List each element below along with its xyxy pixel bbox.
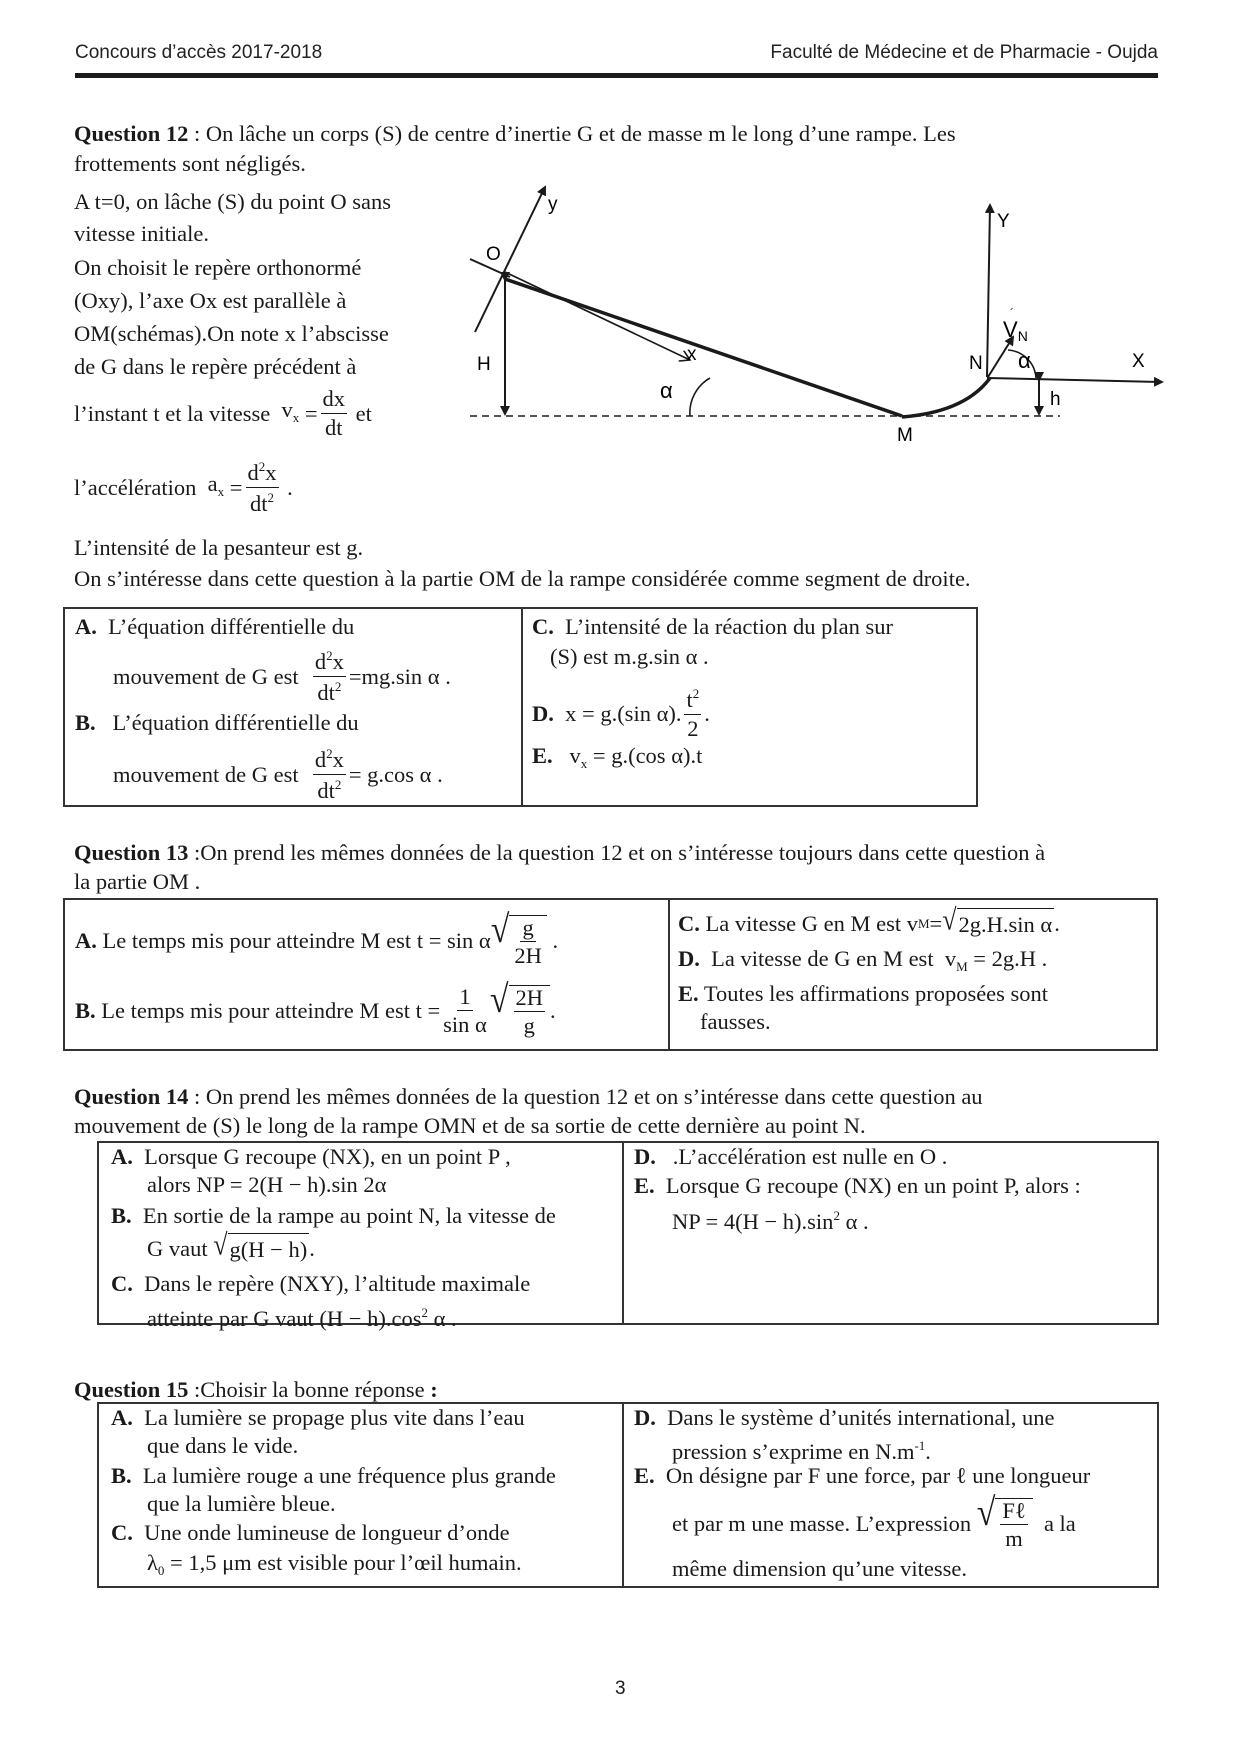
- q12-line: On choisit le repère orthonormé: [74, 255, 362, 280]
- faculty-name: Faculté de Médecine et de Pharmacie - Oujda: [770, 42, 1158, 63]
- q12-line: vitesse initiale.: [74, 221, 209, 246]
- q13-option-A[interactable]: A. Le temps mis pour atteindre M est t = sin α √ $\frac{g}{2H}$ .: [75, 908, 559, 968]
- q14-option-E-line2: NP = $4(H - h).\sin^2$ α .: [672, 1208, 869, 1234]
- q13-option-D[interactable]: D. La vitesse de G en M est $v_M = 2g.H$ .: [678, 946, 1048, 974]
- q12-line: A t=0, on lâche (S) du point O sans: [74, 189, 392, 214]
- q12-column-divider: [521, 609, 523, 805]
- q15-option-C-line2: $\lambda_0 = 1,5$ μm est visible pour l’œil humain.: [147, 1550, 522, 1578]
- q15-option-C[interactable]: C. Une onde lumineuse de longueur d’onde: [111, 1520, 510, 1545]
- label-h: h: [1050, 389, 1061, 410]
- q15-option-B[interactable]: B. La lumière rouge a une fréquence plus grande: [111, 1463, 556, 1488]
- q15-option-E[interactable]: E. On désigne par F une force, par ℓ une longueur: [634, 1463, 1091, 1488]
- q14-option-B[interactable]: B. En sortie de la rampe au point N, la vitesse de: [111, 1203, 556, 1228]
- q15-option-E-line3: même dimension qu’une vitesse.: [672, 1556, 967, 1581]
- q15-column-divider: [622, 1404, 624, 1586]
- x-axis: [505, 272, 690, 360]
- q15-option-D[interactable]: D. Dans le système d’unités international, une: [634, 1405, 1055, 1430]
- q14-option-C-line2: atteinte par G vaut $(H - h).\cos^2$ α .: [147, 1305, 457, 1331]
- q12-option-C-line2: (S) est m.g.sin α .: [550, 644, 709, 669]
- q14-label: Question 14: [74, 1084, 189, 1109]
- q15-option-D-line2: pression s’exprime en $N.m^{-1}$.: [672, 1438, 931, 1464]
- ramp-curve-MN: [902, 378, 990, 417]
- q15-option-A-line2: que dans le vide.: [147, 1433, 299, 1458]
- ramp-diagram: [460, 180, 1180, 450]
- q12-option-B-equation: mouvement de G est $\frac{d^2x}{dt^2}$ = g.cos α .: [113, 746, 443, 803]
- acceleration-variable: $a_x$: [207, 470, 225, 499]
- q12-line: OM(schémas).On note x l’abscisse: [74, 321, 389, 346]
- q12-label: Question 12: [74, 121, 189, 146]
- q12-focus-note: On s’intéresse dans cette question à la partie OM de la rampe considérée comme segment de droite.: [74, 566, 971, 591]
- q13-options-table: [63, 898, 1158, 1051]
- q13-column-divider: [668, 900, 670, 1049]
- label-alpha-2: α: [1018, 348, 1031, 373]
- label-alpha-1: α: [660, 378, 673, 403]
- label-Y: Y: [997, 211, 1010, 232]
- acceleration-fraction: $\frac{d^2x}{dt^2}$: [247, 459, 277, 516]
- q13-option-E[interactable]: E. Toutes les affirmations proposées sont: [678, 981, 1049, 1006]
- q12-option-C[interactable]: C. L’intensité de la réaction du plan sur: [532, 614, 893, 639]
- q12-gravity-note: L’intensité de la pesanteur est g.: [74, 535, 364, 560]
- ramp-segment-OM: [505, 279, 902, 416]
- q12-option-E[interactable]: E. $v_x = g.(\cos$ α).t: [532, 743, 703, 771]
- q12-line: (Oxy), l’axe Ox est parallèle à: [74, 288, 347, 313]
- alpha-arc: [690, 378, 710, 416]
- q15-options-table: [97, 1402, 1159, 1588]
- q13-option-E-line2: fausses.: [700, 1009, 771, 1034]
- q14-options-table: [97, 1141, 1159, 1331]
- page-header: [75, 38, 1158, 68]
- q13-label: Question 13: [74, 840, 189, 865]
- label-H: H: [477, 354, 491, 375]
- q12-options-table: [63, 607, 978, 807]
- label-y: y: [548, 194, 558, 215]
- q15-option-E-line2: et par m une masse. L’expression √ $\frac{\text{Fℓ}}{m}$ a la: [672, 1491, 1076, 1551]
- q15-label: Question 15: [74, 1377, 189, 1402]
- q12-option-D[interactable]: D. x = g.(sin α). $\frac{t^2}{2}$ .: [532, 686, 710, 741]
- label-N: N: [969, 353, 983, 374]
- q14-option-A-line2: alors NP = 2(H − h).sin 2α: [147, 1172, 387, 1197]
- q12-intro-line1: Question 12 : On lâche un corps (S) de centre d’inertie G et de masse m le long d’une rampe. Les: [74, 121, 956, 146]
- velocity-VN-arrow: [988, 337, 1013, 377]
- label-x: x: [687, 344, 697, 365]
- label-VN-arrow-tick: ´: [1010, 306, 1014, 320]
- q12-option-A-equation: mouvement de G est $\frac{d^2x}{dt^2}$ =mg.sin α .: [113, 648, 451, 705]
- q15-option-B-line2: que la lumière bleue.: [147, 1491, 336, 1516]
- q12-option-A[interactable]: A. L’équation différentielle du: [75, 614, 355, 639]
- velocity-variable: $v_x$: [281, 396, 300, 425]
- label-X: X: [1132, 351, 1145, 372]
- header-divider: [75, 73, 1158, 78]
- Y-axis: [987, 205, 990, 377]
- q12-acceleration-definition: l’accélération $a_x$ = $\frac{d^2x}{dt^2}$ .: [74, 459, 293, 516]
- velocity-fraction: $\frac{dx}{dt}$: [322, 386, 346, 440]
- q14-intro-line1: Question 14 : On prend les mêmes données de la question 12 et on s’intéresse dans cette question au: [74, 1084, 983, 1109]
- q13-option-C[interactable]: C. La vitesse G en M est v M = √ 2g.H.sin α .: [678, 908, 1060, 940]
- q14-option-C[interactable]: C. Dans le repère (NXY), l’altitude maximale: [111, 1271, 531, 1296]
- label-M: M: [897, 425, 913, 446]
- q13-option-B[interactable]: B. Le temps mis pour atteindre M est t = $\frac{1}{\text{sin α}}$ √ $\frac{2H}{g}$ .: [75, 978, 556, 1038]
- q13-intro-line2: la partie OM .: [74, 869, 201, 894]
- q14-option-B-line2: G vaut √ g(H − h) .: [147, 1233, 315, 1265]
- label-VN: VN: [1003, 317, 1028, 344]
- q12-intro-line2: frottements sont négligés.: [74, 151, 306, 176]
- page-number: 3: [615, 1678, 626, 1699]
- label-O: O: [486, 244, 501, 265]
- X-axis: [987, 378, 1162, 382]
- q13-intro-line1: Question 13 :On prend les mêmes données de la question 12 et on s’intéresse toujours dans cette question à: [74, 840, 1046, 865]
- q12-option-B[interactable]: B. L’équation différentielle du: [75, 710, 359, 735]
- exam-title: Concours d’accès 2017-2018: [75, 42, 323, 63]
- q14-option-E[interactable]: E. Lorsque G recoupe (NX) en un point P, alors :: [634, 1173, 1081, 1198]
- q12-line: de G dans le repère précédent à: [74, 354, 357, 379]
- q14-intro-line2: mouvement de (S) le long de la rampe OMN et de sa sortie de cette dernière au point N.: [74, 1113, 866, 1138]
- q15-option-A[interactable]: A. La lumière se propage plus vite dans l’eau: [111, 1405, 525, 1430]
- q14-option-D[interactable]: D. .L’accélération est nulle en O .: [634, 1144, 948, 1169]
- q15-intro: Question 15 :Choisir la bonne réponse :: [74, 1377, 438, 1402]
- q12-velocity-definition: l’instant t et la vitesse $v_x$ = $\frac{dx}{dt}$ et: [74, 386, 372, 440]
- q14-column-divider: [622, 1143, 624, 1323]
- q14-option-A[interactable]: A. Lorsque G recoupe (NX), en un point P ,: [111, 1144, 511, 1169]
